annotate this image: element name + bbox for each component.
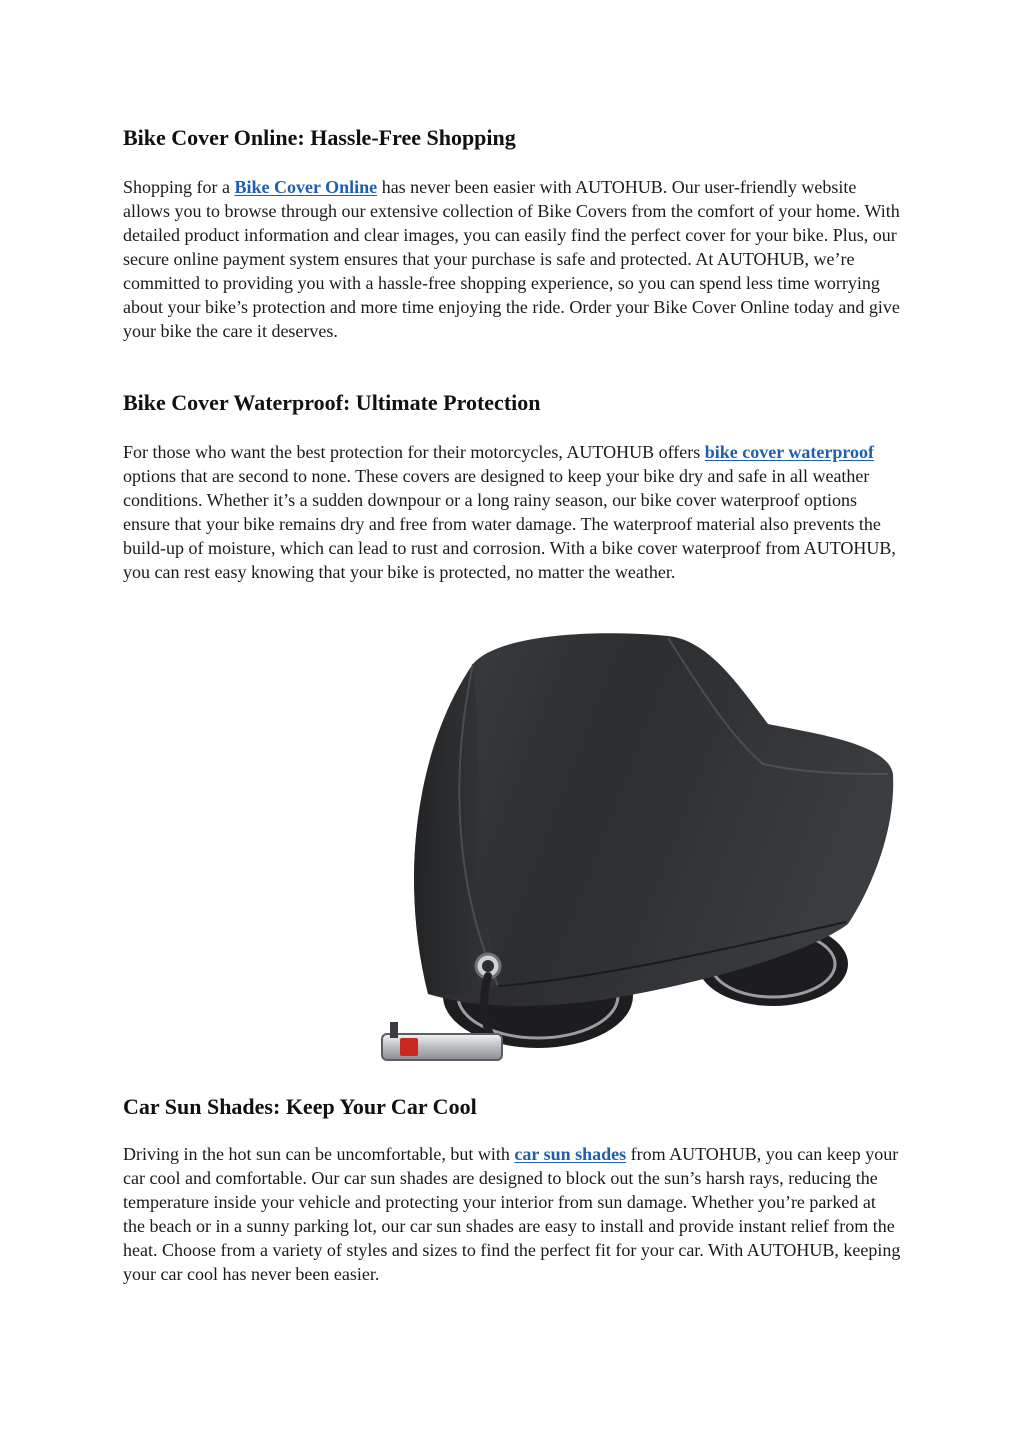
paragraph-text: has never been easier with AUTOHUB. Our user-friendly website allows you to browse through our extensive collection of Bike Covers from the comfort of your home. With detailed product information and clear images, you can easily find the perfect cover for your bike. Plus, our secure online payment system ensures that your purchase is safe and protected. At AUTOHUB, we’re committed to providing you with a hassle-free shopping experience, so you can spend less time worrying about your bike’s protection and more time enjoying the ride. Order your Bike Cover Online today and give your bike the care it deserves. xyxy=(123,177,900,341)
car-sun-shades-link[interactable]: car sun shades xyxy=(514,1144,627,1164)
section-paragraph-car-sun-shades xyxy=(123,1142,901,1286)
paragraph-text: Shopping for a xyxy=(123,177,235,197)
paragraph-text: Driving in the hot sun can be uncomfortable, but with xyxy=(123,1144,515,1164)
section-heading-car-sun-shades: Car Sun Shades: Keep Your Car Cool xyxy=(123,1094,477,1119)
section-paragraph-bike-cover-waterproof xyxy=(123,440,901,584)
section-paragraph-bike-cover-online xyxy=(123,175,901,343)
bike-cover-online-link[interactable]: Bike Cover Online xyxy=(234,177,378,197)
bike-cover-waterproof-link[interactable]: bike cover waterproof xyxy=(704,442,875,462)
section-heading-bike-cover-online: Bike Cover Online: Hassle-Free Shopping xyxy=(123,125,516,150)
bike-cover-image xyxy=(368,624,898,1070)
paragraph-text: from AUTOHUB, you can keep your car cool and comfortable. Our car sun shades are designed to block out the sun’s harsh rays, reducing the temperature inside your vehicle and protecting your interior from sun damage. Whether you’re parked at the beach or in a sunny parking lot, our car sun shades are easy to install and provide instant relief from the heat. Choose from a variety of styles and sizes to find the perfect fit for your car. With AUTOHUB, keeping your car cool has never been easier. xyxy=(123,1144,901,1284)
paragraph-text: For those who want the best protection for their motorcycles, AUTOHUB offers xyxy=(123,442,705,462)
paragraph-text: options that are second to none. These covers are designed to keep your bike dry and safe in all weather conditions. Whether it’s a sudden downpour or a long rainy season, our bike cover waterproof options ensure that your bike remains dry and free from water damage. The waterproof material also prevents the build-up of moisture, which can lead to rust and corrosion. With a bike cover waterproof from AUTOHUB, you can rest easy knowing that your bike is protected, no matter the weather. xyxy=(123,466,896,582)
section-heading-bike-cover-waterproof: Bike Cover Waterproof: Ultimate Protection xyxy=(123,390,541,415)
